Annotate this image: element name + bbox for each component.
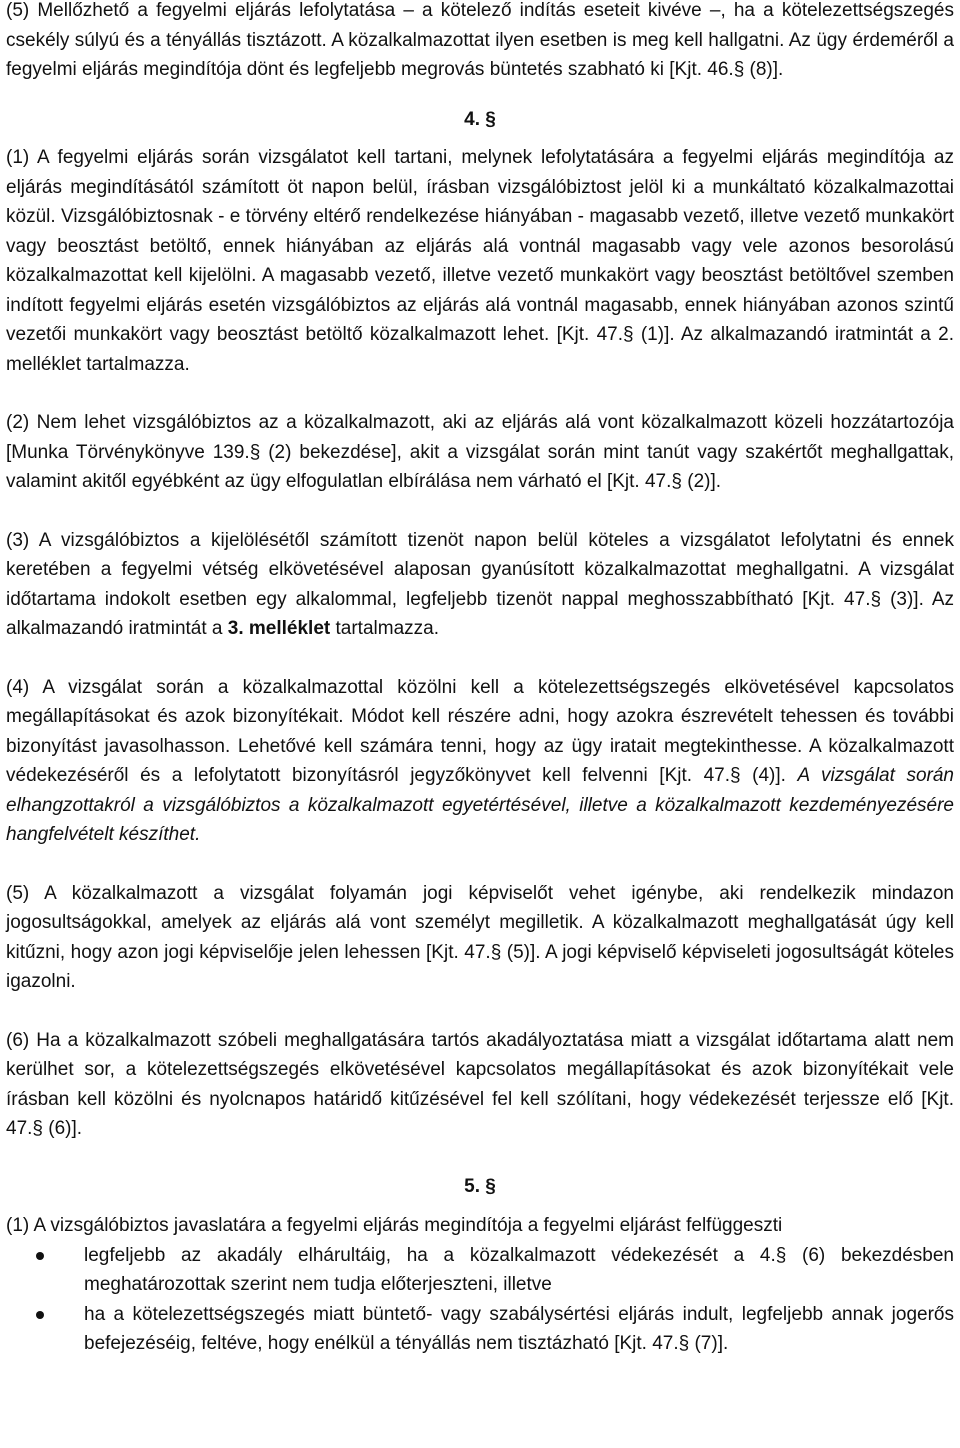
paragraph-4-3 (6, 526, 954, 644)
paragraph-4-1: (1) A fegyelmi eljárás során vizsgálatot kell tartani, melynek lefolytatására a fegyelmi eljárás megindítója az eljárás megindításától számított öt napon belül, írásban vizsgálóbiztost jelöl ki a munkáltató közalkalmazottai közül. Vizsgálóbiztosnak - e törvény eltérő rendelkezése hiányában - magasabb vezető, illetve vezető munkakört vagy beosztást betöltő, ennek hiányában az eljárás alá vontnál magasabb vagy vele azonos besorolású közalkalmazottat kell kijelölni. A magasabb vezető, illetve vezető munkakört vagy beosztást betöltővel szemben indított fegyelmi eljárás esetén vizsgálóbiztos az eljárás alá vontnál magasabb, ennek hiányában azonos szintű vezetői munkakört vagy beosztást betöltő közalkalmazott lehet. [Kjt. 47.§ (1)]. Az alkalmazandó iratmintát a 2. melléklet tartalmazza. (6, 147, 954, 375)
paragraph-4-4 (6, 673, 954, 850)
bullet-icon (36, 1252, 44, 1260)
paragraph-4-3-end: tartalmazza. (330, 618, 439, 639)
paragraph-4-2: (2) Nem lehet vizsgálóbiztos az a közalkalmazott, aki az eljárás alá vont közalkalmazott közeli hozzátartozója [Munka Törvénykönyve 139.§ (2) bekezdése], akit a vizsgálat során mint tanút vagy szakértőt meghallgattak, valamint akitől egyébként az ügy elfogulatlan elbírálása nem várható el [Kjt. 47.§ (2)]. (6, 412, 954, 492)
list-item (6, 1300, 954, 1359)
list-item-text: ha a kötelezettségszegés miatt büntető- vagy szabálysértési eljárás indult, legfeljebb annak jogerős befejezéséig, feltéve, hogy enélkül a tényállás nem tisztázható [Kjt. 47.§ (7)]. (84, 1303, 954, 1354)
bullet-icon (36, 1311, 44, 1319)
paragraph-3-5: (5) Mellőzhető a fegyelmi eljárás lefolytatása – a kötelező indítás eseteit kivéve –, ha a kötelezettségszegés csekély súlyú és a tényállás tisztázott. A közalkalmazottat ilyen esetben is meg kell hallgatni. Az ügy érdeméről a fegyelmi eljárás megindítója dönt és legfeljebb megrovás büntetés szabható ki [Kjt. 46.§ (8)]. (6, 0, 954, 80)
annex-3-reference: 3. melléklet (227, 618, 331, 639)
paragraph-4-4-text: (4) A vizsgálat során a közalkalmazottal közölni kell a kötelezettségszegés elkövetésével kapcsolatos megállapításokat és azok bizonyítékait. Módot kell részére adni, hogy azokra észrevételt tehessen és további bizonyítást javasolhasson. Lehetővé kell számára tenni, hogy az ügy iratait megtekinthesse. A közalkalmazott védekezéséről és a lefolytatott bizonyításról jegyzőkönyvet kell felvenni [Kjt. 47.§ (4)]. (6, 676, 954, 786)
paragraph-4-4-italic: A vizsgálat során elhangzottakról a vizsgálóbiztos a közalkalmazott egyetértésével, illetve a közalkalmazott kezdeményezésére hangfelvételt készíthet. (6, 765, 954, 845)
list-item-text: legfeljebb az akadály elhárultáig, ha a közalkalmazott védekezését a 4.§ (6) bekezdésben meghatározottak szerint nem tudja előterjeszteni, illetve (84, 1244, 954, 1295)
paragraph-4-6: (6) Ha a közalkalmazott szóbeli meghallgatására tartós akadályoztatása miatt a vizsgálat időtartama alatt nem kerülhet sor, a kötelezettségszegés elkövetésével kapcsolatos megállapításokat és azok bizonyítékait vele írásban kell közölni és nyolcnapos határidő kitűzésével fel kell szólítani, hogy védekezését terjessze elő [Kjt. 47.§ (6)]. (6, 1029, 954, 1139)
bullet-list (6, 1241, 954, 1359)
list-item (6, 1241, 954, 1300)
paragraph-4-5: (5) A közalkalmazott a vizsgálat folyamán jogi képviselőt vehet igénybe, aki rendelkezik mindazon jogosultságokkal, amelyek az eljárás alá vont személyt megilletik. A közalkalmazott meghallgatását úgy kell kitűzni, hogy azon jogi képviselője jelen lehessen [Kjt. 47.§ (5)]. A jogi képviselő képviseleti jogosultságát köteles igazolni. (6, 882, 954, 992)
section-4-heading: 4. § (464, 108, 496, 130)
paragraph-4-3-text: (3) A vizsgálóbiztos a kijelölésétől számított tizenöt napon belül köteles a vizsgálatot lefolytatni és ennek keretében a fegyelmi vétség elkövetésével alaposan gyanúsított közalkalmazottat meghallgatni. A vizsgálat időtartama indokolt esetben egy alkalommal, legfeljebb tizenöt nappal meghosszabbítható [Kjt. 47.§ (3)]. Az alkalmazandó iratmintát a (6, 529, 954, 639)
paragraph-5-1: (1) A vizsgálóbiztos javaslatára a fegyelmi eljárás megindítója a fegyelmi eljárást felfüggeszti (6, 1215, 783, 1236)
section-5-heading: 5. § (464, 1175, 496, 1197)
